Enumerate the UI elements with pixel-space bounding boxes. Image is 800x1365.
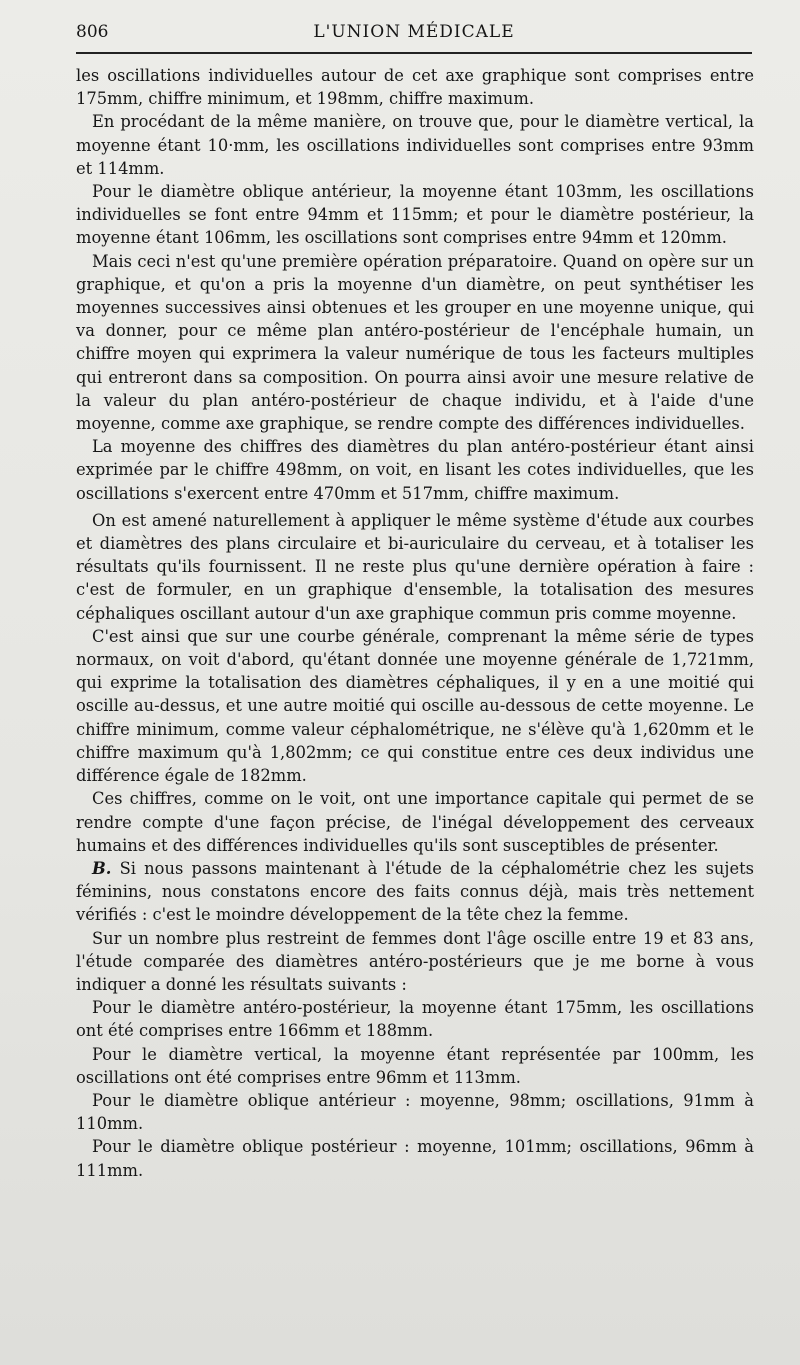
- paragraph-text: Si nous passons maintenant à l'étude de la céphalométrie chez les sujets féminins, nous constatons encore des faits connus déjà, mais très nettement vérifiés : c'est le moindre développement de la tête chez la femme.: [76, 858, 754, 925]
- page-number: 806: [76, 22, 109, 42]
- paragraph: Pour le diamètre oblique postérieur : moyenne, 101mm; oscillations, 96mm à 111mm.: [76, 1137, 754, 1180]
- paragraph: C'est ainsi que sur une courbe générale, comprenant la même série de types normaux, on voit d'abord, qu'étant donnée une moyenne générale de 1,721mm, qui exprime la totalisation des diamètres céphaliques, il y en a une moitié qui oscille au-dessus, et une autre moitié qui oscille au-dessous de cette moyenne. Le chiffre minimum, comme valeur céphalométrique, ne s'élève qu'à 1,620mm et le chiffre maximum qu'à 1,802mm; ce qui constitue entre ces deux individus une différence égale de 182mm.: [76, 626, 754, 786]
- paragraph: Pour le diamètre oblique antérieur : moyenne, 98mm; oscillations, 91mm à 110mm.: [76, 1090, 754, 1134]
- paragraph: Pour le diamètre oblique antérieur, la moyenne étant 103mm, les oscillations individuelles se font entre 94mm et 115mm; et pour le diamètre postérieur, la moyenne étant 106mm, les oscillations sont comprises entre 94mm et 120mm.: [76, 182, 754, 248]
- section-marker: B.: [92, 858, 112, 878]
- paragraph: En procédant de la même manière, on trouve que, pour le diamètre vertical, la moyenne étant 10·mm, les oscillations individuelles sont comprises entre 93mm et 114mm.: [76, 112, 754, 178]
- paragraph: On est amené naturellement à appliquer le même système d'étude aux courbes et diamètres des plans circulaire et bi-auriculaire du cerveau, et à totaliser les résultats qu'ils fournissent. Il ne reste plus qu'une dernière opération à faire : c'est de formuler, en un graphique d'ensemble, la totalisation des mesures céphaliques oscillant autour d'un axe graphique commun pris comme moyenne.: [76, 510, 754, 623]
- paragraph: [76, 857, 754, 927]
- header-rule: [76, 52, 752, 54]
- paragraph: les oscillations individuelles autour de cet axe graphique sont comprises entre 175mm, chiffre minimum, et 198mm, chiffre maximum.: [76, 66, 754, 109]
- paragraph: Pour le diamètre antéro-postérieur, la moyenne étant 175mm, les oscillations ont été comprises entre 166mm et 188mm.: [76, 998, 754, 1041]
- running-title: L'UNION MÉDICALE: [313, 22, 515, 42]
- paragraph: Pour le diamètre vertical, la moyenne étant représentée par 100mm, les oscillations ont été comprises entre 96mm et 113mm.: [76, 1044, 754, 1087]
- article-body: [76, 64, 754, 1182]
- paragraph: Ces chiffres, comme on le voit, ont une importance capitale qui permet de se rendre compte d'une façon précise, de l'inégal développement des cerveaux humains et des différences individuelles qu'ils sont susceptibles de présenter.: [76, 789, 754, 855]
- page-header: [76, 20, 752, 46]
- paragraph: La moyenne des chiffres des diamètres du plan antéro-postérieur étant ainsi exprimée par le chiffre 498mm, on voit, en lisant les cotes individuelles, que les oscillations s'exercent entre 470mm et 517mm, chiffre maximum.: [76, 437, 754, 503]
- paragraph: Mais ceci n'est qu'une première opération préparatoire. Quand on opère sur un graphique, et qu'on a pris la moyenne d'un diamètre, on peut synthétiser les moyennes successives ainsi obtenues et les grouper en une moyenne unique, qui va donner, pour ce même plan antéro-postérieur de l'encéphale humain, un chiffre moyen qui exprimera la valeur numérique de tous les facteurs multiples qui entreront dans sa composition. On pourra ainsi avoir une mesure relative de la valeur du plan antéro-postérieur de chaque individu, et à l'aide d'une moyenne, comme axe graphique, se rendre compte des différences individuelles.: [76, 251, 754, 434]
- paragraph: Sur un nombre plus restreint de femmes dont l'âge oscille entre 19 et 83 ans, l'étude comparée des diamètres antéro-postérieurs que je me borne à vous indiquer a donné les résultats suivants :: [76, 928, 754, 994]
